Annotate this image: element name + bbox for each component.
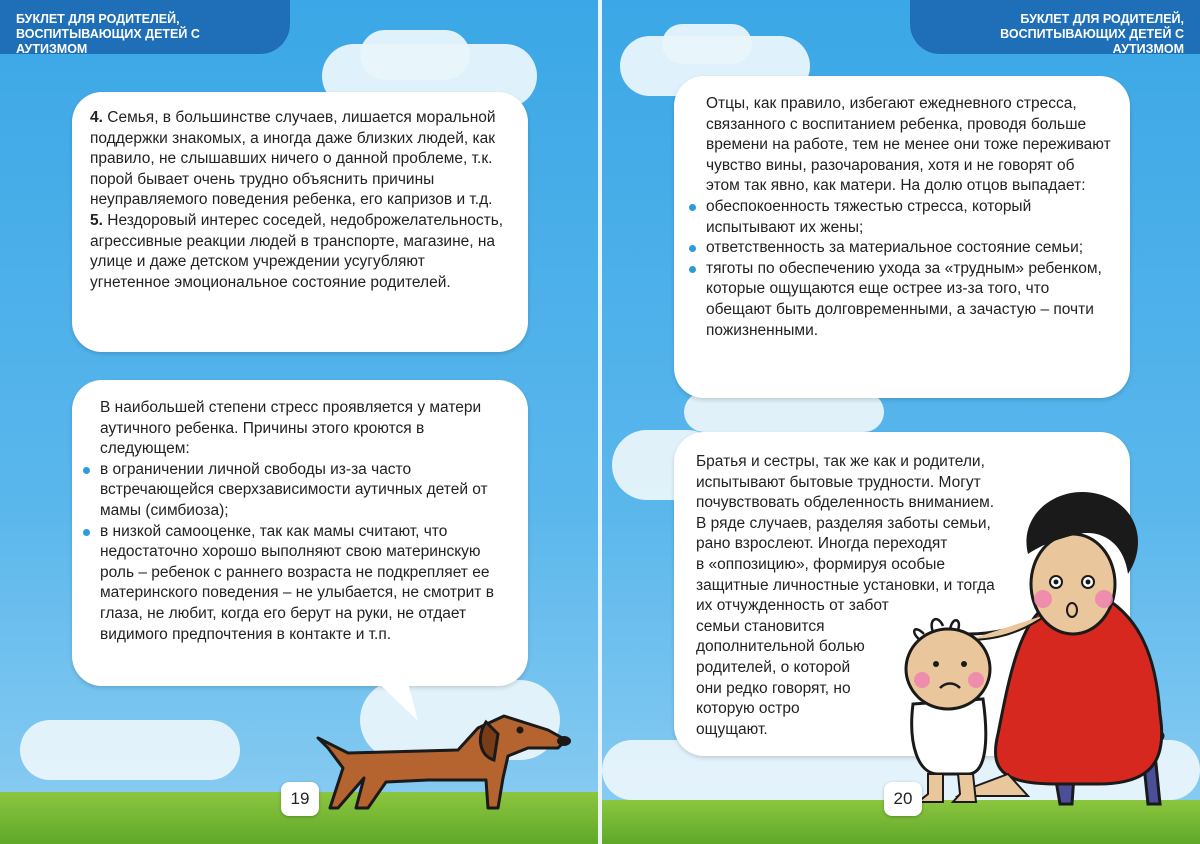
text-line: они редко говорят, но bbox=[696, 679, 851, 697]
item-text: Нездоровый интерес соседей, недоброжелательность, агрессивные реакции людей в транспорте, магазине, на улице и даже детском учреждении усугубляют угнетенное эмоциональное состояние родителей. bbox=[90, 211, 504, 291]
item-number: 4. bbox=[90, 109, 103, 126]
item-number: 5. bbox=[90, 211, 103, 229]
cloud bbox=[684, 392, 884, 432]
page-number: 20 bbox=[884, 782, 922, 816]
booklet-header bbox=[0, 0, 290, 54]
list-item: тяготы по обеспечению ухода за «трудным» ребенком, которые ощущаются еще острее из-за того, что обещают быть долговременными, а зачастую – почти пожизненными. bbox=[706, 259, 1112, 341]
list-item: в низкой самооценке, так как мамы считают, что недостаточно хорошо выполняют свою материнскую роль – ребенок с раннего возраста не подкрепляет ее материнского поведения – не улыбается, не смотрит в глаза, не любит, когда его берут на руки, не отдает видимого предпочтения в контакте и т.п. bbox=[100, 522, 506, 646]
text-bubble-mother bbox=[72, 380, 528, 686]
cloud bbox=[662, 24, 752, 64]
bullet-list bbox=[706, 197, 1112, 341]
list-item: в ограничении личной свободы из-за часто встречающейся сверхзависимости аутичных детей от мамы (симбиоза); bbox=[100, 460, 506, 522]
text-line: в «оппозицию», формируя особые bbox=[696, 555, 946, 573]
text-line: почувствовать обделенность вниманием. bbox=[696, 494, 995, 512]
header-line-1: БУКЛЕТ ДЛЯ РОДИТЕЛЕЙ, bbox=[16, 12, 180, 26]
text-line: рано взрослеют. Иногда переходят bbox=[696, 535, 948, 553]
text-line: родителей, о которой bbox=[696, 658, 851, 676]
left-page bbox=[0, 0, 598, 844]
booklet-header bbox=[910, 0, 1200, 54]
text-line: дополнительной болью bbox=[696, 638, 865, 656]
text-line: их отчужденность от забот bbox=[696, 597, 889, 615]
mother-child-illustration bbox=[898, 484, 1200, 808]
text-line: ощущают. bbox=[696, 720, 768, 738]
bullet-list bbox=[100, 460, 506, 645]
text-line: Братья и сестры, так же как и родители, bbox=[696, 453, 985, 470]
text-line: которую остро bbox=[696, 700, 800, 718]
text-line: В ряде случаев, разделяя заботы семьи, bbox=[696, 514, 991, 532]
text-line: семьи становится bbox=[696, 617, 825, 635]
cloud bbox=[360, 30, 470, 80]
right-page bbox=[602, 0, 1200, 844]
item-text: Семья, в большинстве случаев, лишается моральной поддержки знакомых, а иногда даже близких людей, как правило, не слышавших ничего о данной проблеме, т.к. порой бывает очень трудно объяснить причины неуправляемого поведения ребенка, его капризов и т.д. bbox=[90, 109, 496, 209]
text-line: защитные личностные установки, и тогда bbox=[696, 576, 995, 594]
text-line: испытывают бытовые трудности. Могут bbox=[696, 473, 981, 491]
paragraph: Отцы, как правило, избегают ежедневного стресса, связанного с воспитанием ребенка, проводя больше времени на работе, тем не менее они тоже переживают чувство вины, разочарования, хотя и не говорят об этом так явно, как матери. На долю отцов выпадает: bbox=[706, 95, 1111, 195]
header-line-2: ВОСПИТЫВАЮЩИХ ДЕТЕЙ С АУТИЗМОМ bbox=[16, 27, 200, 56]
cloud bbox=[20, 720, 240, 780]
text-bubble-fathers bbox=[674, 76, 1130, 398]
text-bubble-family bbox=[72, 92, 528, 352]
paragraph: В наибольшей степени стресс проявляется у матери аутичного ребенка. Причины этого кроются в следующем: bbox=[100, 399, 482, 458]
list-item: ответственность за материальное состояние семьи; bbox=[706, 238, 1112, 259]
page-number: 19 bbox=[281, 782, 319, 816]
header-line-2: ВОСПИТЫВАЮЩИХ ДЕТЕЙ С АУТИЗМОМ bbox=[1000, 27, 1184, 56]
list-item: обеспокоенность тяжестью стресса, который испытывают их жены; bbox=[706, 197, 1112, 238]
header-line-1: БУКЛЕТ ДЛЯ РОДИТЕЛЕЙ, bbox=[1020, 12, 1184, 26]
dog-illustration bbox=[308, 708, 578, 818]
